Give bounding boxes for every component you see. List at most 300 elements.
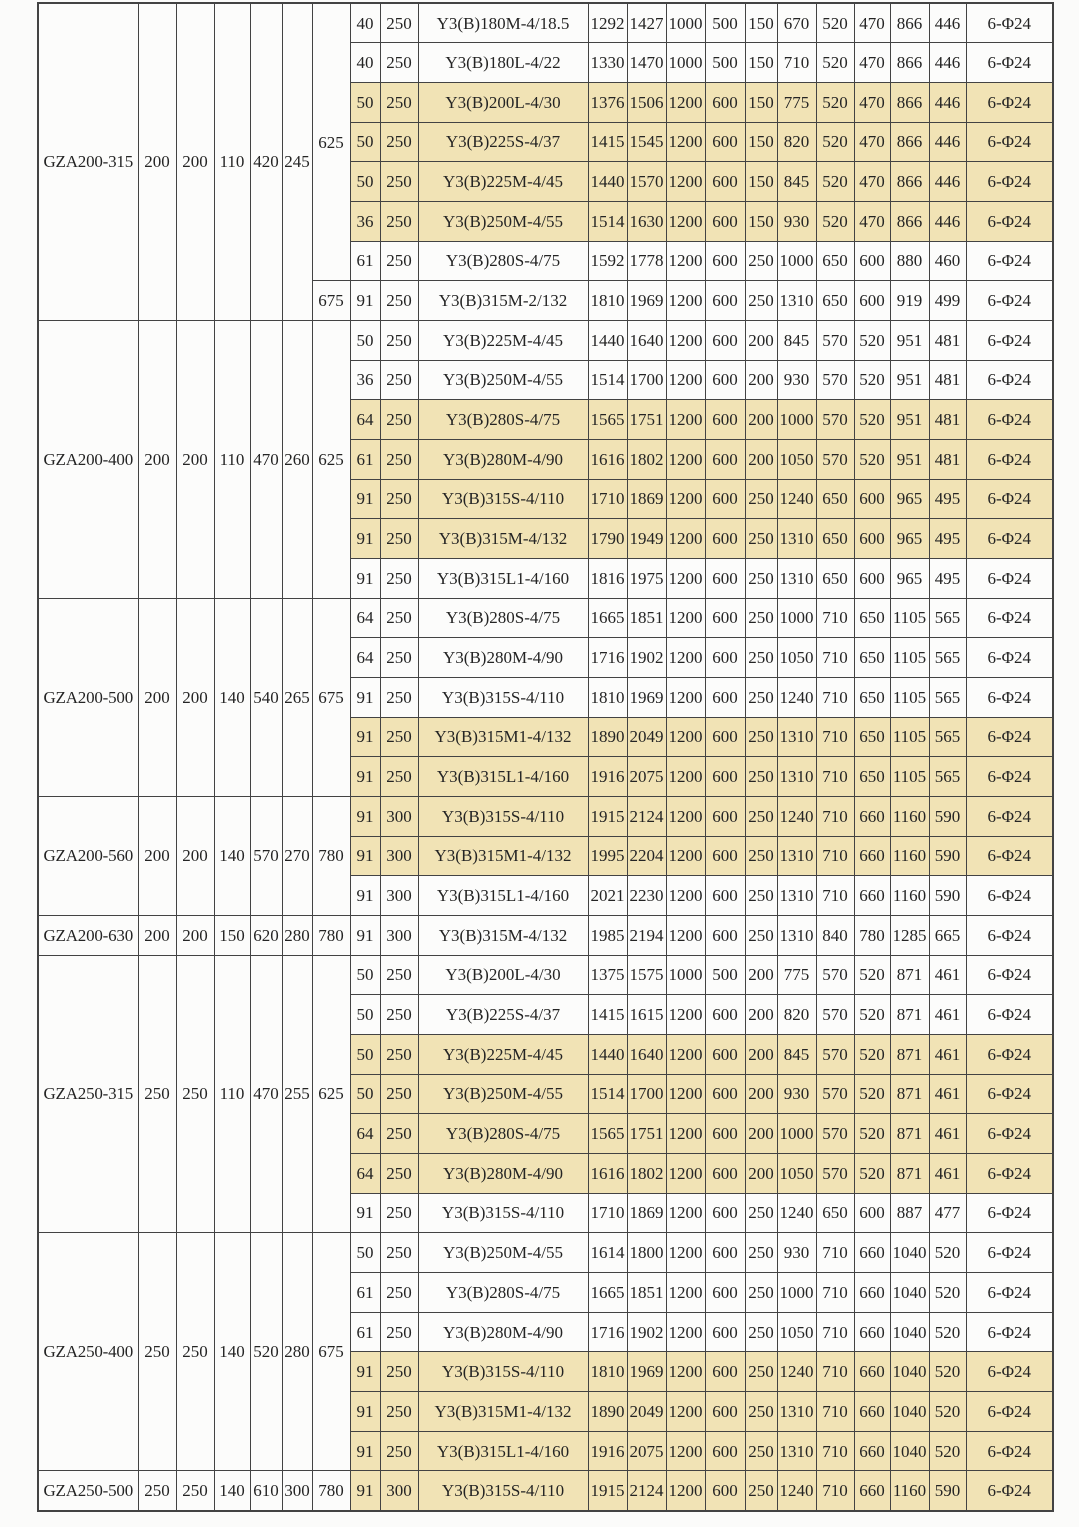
value-cell: 570 — [816, 1114, 854, 1154]
value-cell: 1040 — [890, 1431, 929, 1471]
value-cell: 710 — [777, 43, 816, 83]
value-cell: 710 — [816, 598, 854, 638]
value-cell: 710 — [816, 638, 854, 678]
value-cell: 2075 — [627, 757, 666, 797]
value-cell: 600 — [705, 558, 745, 598]
value-cell: 250 — [745, 519, 777, 559]
value-cell: 250 — [380, 1312, 418, 1352]
dim-cell: 300 — [282, 1471, 312, 1511]
value-cell: 50 — [350, 82, 380, 122]
value-cell: 250 — [745, 677, 777, 717]
value-cell: 1700 — [627, 1074, 666, 1114]
bolt-spec-cell: 6-Φ24 — [966, 479, 1053, 519]
value-cell: 1200 — [666, 1312, 705, 1352]
value-cell: 710 — [816, 1392, 854, 1432]
value-cell: 600 — [705, 757, 745, 797]
value-cell: 250 — [745, 598, 777, 638]
motor-model-cell: Y3(B)250M-4/55 — [418, 360, 588, 400]
value-cell: 520 — [854, 439, 890, 479]
motor-model-cell: Y3(B)180M-4/18.5 — [418, 3, 588, 43]
height-cell: 675 — [312, 1233, 350, 1471]
value-cell: 1440 — [588, 162, 627, 202]
value-cell: 250 — [380, 955, 418, 995]
value-cell: 250 — [380, 1233, 418, 1273]
value-cell: 520 — [816, 162, 854, 202]
value-cell: 2049 — [627, 1392, 666, 1432]
value-cell: 1310 — [777, 1392, 816, 1432]
value-cell: 1000 — [777, 1273, 816, 1313]
value-cell: 1200 — [666, 400, 705, 440]
value-cell: 520 — [854, 1074, 890, 1114]
value-cell: 1810 — [588, 1352, 627, 1392]
value-cell: 150 — [745, 201, 777, 241]
value-cell: 250 — [745, 1471, 777, 1511]
dim-cell: 245 — [282, 3, 312, 320]
value-cell: 200 — [745, 439, 777, 479]
value-cell: 600 — [705, 281, 745, 321]
value-cell: 600 — [705, 360, 745, 400]
value-cell: 520 — [816, 3, 854, 43]
value-cell: 250 — [380, 995, 418, 1035]
value-cell: 600 — [705, 677, 745, 717]
value-cell: 1440 — [588, 320, 627, 360]
value-cell: 710 — [816, 796, 854, 836]
value-cell: 500 — [705, 43, 745, 83]
value-cell: 1200 — [666, 677, 705, 717]
value-cell: 1105 — [890, 757, 929, 797]
value-cell: 570 — [816, 995, 854, 1035]
motor-model-cell: Y3(B)225S-4/37 — [418, 122, 588, 162]
value-cell: 250 — [745, 1392, 777, 1432]
value-cell: 91 — [350, 1431, 380, 1471]
motor-model-cell: Y3(B)315L1-4/160 — [418, 558, 588, 598]
value-cell: 1200 — [666, 1352, 705, 1392]
value-cell: 820 — [777, 122, 816, 162]
value-cell: 250 — [380, 1114, 418, 1154]
bolt-spec-cell: 6-Φ24 — [966, 201, 1053, 241]
value-cell: 1040 — [890, 1352, 929, 1392]
value-cell: 64 — [350, 1114, 380, 1154]
value-cell: 1050 — [777, 1153, 816, 1193]
bolt-spec-cell: 6-Φ24 — [966, 1153, 1053, 1193]
motor-model-cell: Y3(B)280S-4/75 — [418, 1114, 588, 1154]
value-cell: 36 — [350, 360, 380, 400]
value-cell: 200 — [745, 1074, 777, 1114]
value-cell: 470 — [854, 43, 890, 83]
bolt-spec-cell: 6-Φ24 — [966, 1034, 1053, 1074]
model-cell: GZA200-630 — [38, 915, 138, 955]
bolt-spec-cell: 6-Φ24 — [966, 320, 1053, 360]
model-cell: GZA250-500 — [38, 1471, 138, 1511]
value-cell: 250 — [745, 1352, 777, 1392]
value-cell: 1310 — [777, 1431, 816, 1471]
value-cell: 520 — [929, 1273, 966, 1313]
value-cell: 1376 — [588, 82, 627, 122]
value-cell: 600 — [705, 1392, 745, 1432]
value-cell: 1470 — [627, 43, 666, 83]
value-cell: 470 — [854, 82, 890, 122]
value-cell: 660 — [854, 876, 890, 916]
value-cell: 600 — [854, 241, 890, 281]
value-cell: 1630 — [627, 201, 666, 241]
motor-model-cell: Y3(B)280M-4/90 — [418, 1312, 588, 1352]
value-cell: 1310 — [777, 915, 816, 955]
value-cell: 951 — [890, 360, 929, 400]
value-cell: 710 — [816, 1431, 854, 1471]
value-cell: 250 — [745, 241, 777, 281]
value-cell: 250 — [380, 1034, 418, 1074]
value-cell: 710 — [816, 836, 854, 876]
value-cell: 1240 — [777, 479, 816, 519]
value-cell: 250 — [380, 201, 418, 241]
value-cell: 50 — [350, 1034, 380, 1074]
value-cell: 660 — [854, 1392, 890, 1432]
bolt-spec-cell: 6-Φ24 — [966, 43, 1053, 83]
value-cell: 250 — [380, 1392, 418, 1432]
value-cell: 1200 — [666, 1034, 705, 1074]
dim-cell: 610 — [250, 1471, 282, 1511]
value-cell: 250 — [745, 638, 777, 678]
value-cell: 64 — [350, 400, 380, 440]
value-cell: 930 — [777, 201, 816, 241]
value-cell: 477 — [929, 1193, 966, 1233]
value-cell: 887 — [890, 1193, 929, 1233]
value-cell: 565 — [929, 598, 966, 638]
value-cell: 866 — [890, 201, 929, 241]
value-cell: 650 — [816, 558, 854, 598]
value-cell: 871 — [890, 1074, 929, 1114]
value-cell: 1565 — [588, 400, 627, 440]
value-cell: 600 — [705, 439, 745, 479]
value-cell: 50 — [350, 162, 380, 202]
value-cell: 1665 — [588, 598, 627, 638]
value-cell: 250 — [380, 320, 418, 360]
value-cell: 150 — [745, 3, 777, 43]
value-cell: 1285 — [890, 915, 929, 955]
value-cell: 840 — [816, 915, 854, 955]
value-cell: 1427 — [627, 3, 666, 43]
value-cell: 600 — [854, 1193, 890, 1233]
dim-cell: 280 — [282, 915, 312, 955]
value-cell: 150 — [745, 82, 777, 122]
dim-cell: 200 — [138, 3, 176, 320]
value-cell: 1200 — [666, 519, 705, 559]
value-cell: 446 — [929, 82, 966, 122]
value-cell: 495 — [929, 558, 966, 598]
value-cell: 50 — [350, 122, 380, 162]
value-cell: 600 — [705, 1273, 745, 1313]
value-cell: 650 — [816, 281, 854, 321]
bolt-spec-cell: 6-Φ24 — [966, 1233, 1053, 1273]
value-cell: 1200 — [666, 122, 705, 162]
value-cell: 650 — [854, 598, 890, 638]
spec-table-body — [38, 3, 1053, 1511]
value-cell: 64 — [350, 1153, 380, 1193]
value-cell: 650 — [816, 479, 854, 519]
dim-cell: 150 — [214, 915, 250, 955]
dim-cell: 200 — [176, 3, 214, 320]
value-cell: 600 — [705, 320, 745, 360]
value-cell: 495 — [929, 519, 966, 559]
value-cell: 200 — [745, 1114, 777, 1154]
value-cell: 1105 — [890, 717, 929, 757]
value-cell: 866 — [890, 122, 929, 162]
dim-cell: 570 — [250, 796, 282, 915]
bolt-spec-cell: 6-Φ24 — [966, 1471, 1053, 1511]
value-cell: 1802 — [627, 439, 666, 479]
motor-model-cell: Y3(B)280S-4/75 — [418, 400, 588, 440]
value-cell: 600 — [705, 122, 745, 162]
value-cell: 500 — [705, 955, 745, 995]
value-cell: 1802 — [627, 1153, 666, 1193]
motor-model-cell: Y3(B)280M-4/90 — [418, 638, 588, 678]
motor-model-cell: Y3(B)280M-4/90 — [418, 439, 588, 479]
value-cell: 250 — [745, 1431, 777, 1471]
value-cell: 520 — [816, 82, 854, 122]
value-cell: 250 — [380, 360, 418, 400]
value-cell: 1915 — [588, 796, 627, 836]
value-cell: 1105 — [890, 638, 929, 678]
value-cell: 570 — [816, 400, 854, 440]
value-cell: 1200 — [666, 1431, 705, 1471]
value-cell: 1514 — [588, 201, 627, 241]
model-cell: GZA250-400 — [38, 1233, 138, 1471]
value-cell: 600 — [705, 1074, 745, 1114]
value-cell: 1514 — [588, 360, 627, 400]
value-cell: 670 — [777, 3, 816, 43]
value-cell: 600 — [705, 598, 745, 638]
value-cell: 570 — [816, 1034, 854, 1074]
value-cell: 1050 — [777, 1312, 816, 1352]
value-cell: 250 — [380, 3, 418, 43]
value-cell: 1816 — [588, 558, 627, 598]
value-cell: 1240 — [777, 1193, 816, 1233]
value-cell: 250 — [745, 1312, 777, 1352]
model-cell: GZA200-315 — [38, 3, 138, 320]
value-cell: 1545 — [627, 122, 666, 162]
value-cell: 600 — [705, 1153, 745, 1193]
value-cell: 250 — [745, 717, 777, 757]
value-cell: 1975 — [627, 558, 666, 598]
value-cell: 600 — [705, 201, 745, 241]
value-cell: 1200 — [666, 479, 705, 519]
value-cell: 520 — [929, 1312, 966, 1352]
bolt-spec-cell: 6-Φ24 — [966, 638, 1053, 678]
value-cell: 1240 — [777, 1352, 816, 1392]
value-cell: 1200 — [666, 320, 705, 360]
value-cell: 660 — [854, 1431, 890, 1471]
value-cell: 461 — [929, 955, 966, 995]
value-cell: 866 — [890, 162, 929, 202]
value-cell: 710 — [816, 1233, 854, 1273]
value-cell: 1200 — [666, 717, 705, 757]
value-cell: 590 — [929, 1471, 966, 1511]
value-cell: 600 — [705, 717, 745, 757]
value-cell: 250 — [380, 558, 418, 598]
value-cell: 250 — [380, 122, 418, 162]
bolt-spec-cell: 6-Φ24 — [966, 757, 1053, 797]
value-cell: 520 — [929, 1431, 966, 1471]
table-row — [38, 1233, 1053, 1273]
model-cell: GZA200-500 — [38, 598, 138, 796]
value-cell: 1869 — [627, 479, 666, 519]
value-cell: 1969 — [627, 1352, 666, 1392]
value-cell: 50 — [350, 320, 380, 360]
value-cell: 50 — [350, 955, 380, 995]
value-cell: 91 — [350, 915, 380, 955]
bolt-spec-cell: 6-Φ24 — [966, 1114, 1053, 1154]
motor-model-cell: Y3(B)315M1-4/132 — [418, 1392, 588, 1432]
value-cell: 780 — [854, 915, 890, 955]
value-cell: 91 — [350, 281, 380, 321]
value-cell: 600 — [705, 1114, 745, 1154]
motor-model-cell: Y3(B)200L-4/30 — [418, 955, 588, 995]
value-cell: 600 — [854, 281, 890, 321]
value-cell: 446 — [929, 162, 966, 202]
dim-cell: 540 — [250, 598, 282, 796]
value-cell: 1200 — [666, 638, 705, 678]
value-cell: 61 — [350, 241, 380, 281]
value-cell: 1800 — [627, 1233, 666, 1273]
value-cell: 600 — [705, 1034, 745, 1074]
bolt-spec-cell: 6-Φ24 — [966, 162, 1053, 202]
value-cell: 665 — [929, 915, 966, 955]
bolt-spec-cell: 6-Φ24 — [966, 1352, 1053, 1392]
bolt-spec-cell: 6-Φ24 — [966, 519, 1053, 559]
value-cell: 91 — [350, 796, 380, 836]
value-cell: 91 — [350, 677, 380, 717]
bolt-spec-cell: 6-Φ24 — [966, 122, 1053, 162]
value-cell: 660 — [854, 836, 890, 876]
value-cell: 1616 — [588, 439, 627, 479]
dim-cell: 250 — [176, 1233, 214, 1471]
value-cell: 965 — [890, 558, 929, 598]
value-cell: 951 — [890, 320, 929, 360]
height-cell: 675 — [312, 598, 350, 796]
dim-cell: 110 — [214, 320, 250, 598]
value-cell: 461 — [929, 1153, 966, 1193]
dim-cell: 250 — [138, 955, 176, 1233]
value-cell: 1200 — [666, 796, 705, 836]
value-cell: 500 — [705, 3, 745, 43]
value-cell: 1851 — [627, 1273, 666, 1313]
value-cell: 565 — [929, 638, 966, 678]
value-cell: 470 — [854, 122, 890, 162]
value-cell: 250 — [745, 757, 777, 797]
value-cell: 36 — [350, 201, 380, 241]
table-row — [38, 1471, 1053, 1511]
dim-cell: 250 — [176, 955, 214, 1233]
value-cell: 565 — [929, 677, 966, 717]
value-cell: 200 — [745, 320, 777, 360]
value-cell: 1330 — [588, 43, 627, 83]
value-cell: 660 — [854, 1312, 890, 1352]
value-cell: 1200 — [666, 836, 705, 876]
bolt-spec-cell: 6-Φ24 — [966, 400, 1053, 440]
value-cell: 1200 — [666, 876, 705, 916]
value-cell: 300 — [380, 915, 418, 955]
value-cell: 600 — [705, 82, 745, 122]
bolt-spec-cell: 6-Φ24 — [966, 1074, 1053, 1114]
value-cell: 1310 — [777, 519, 816, 559]
bolt-spec-cell: 6-Φ24 — [966, 558, 1053, 598]
value-cell: 250 — [745, 1233, 777, 1273]
value-cell: 570 — [816, 320, 854, 360]
motor-model-cell: Y3(B)315M-2/132 — [418, 281, 588, 321]
height-cell: 780 — [312, 1471, 350, 1511]
value-cell: 1949 — [627, 519, 666, 559]
value-cell: 1240 — [777, 677, 816, 717]
value-cell: 1751 — [627, 1114, 666, 1154]
value-cell: 91 — [350, 757, 380, 797]
value-cell: 1710 — [588, 1193, 627, 1233]
value-cell: 866 — [890, 82, 929, 122]
value-cell: 91 — [350, 1471, 380, 1511]
bolt-spec-cell: 6-Φ24 — [966, 439, 1053, 479]
dim-cell: 200 — [176, 320, 214, 598]
value-cell: 250 — [745, 1273, 777, 1313]
value-cell: 1200 — [666, 281, 705, 321]
motor-model-cell: Y3(B)315S-4/110 — [418, 677, 588, 717]
dim-cell: 200 — [138, 598, 176, 796]
value-cell: 1778 — [627, 241, 666, 281]
value-cell: 250 — [745, 836, 777, 876]
value-cell: 600 — [705, 995, 745, 1035]
value-cell: 250 — [745, 558, 777, 598]
value-cell: 250 — [745, 796, 777, 836]
value-cell: 1050 — [777, 439, 816, 479]
value-cell: 710 — [816, 876, 854, 916]
value-cell: 250 — [380, 1193, 418, 1233]
value-cell: 1310 — [777, 717, 816, 757]
value-cell: 650 — [854, 717, 890, 757]
value-cell: 495 — [929, 479, 966, 519]
motor-model-cell: Y3(B)280S-4/75 — [418, 598, 588, 638]
value-cell: 1200 — [666, 757, 705, 797]
value-cell: 520 — [854, 360, 890, 400]
value-cell: 570 — [816, 360, 854, 400]
dim-cell: 620 — [250, 915, 282, 955]
value-cell: 250 — [380, 638, 418, 678]
value-cell: 1716 — [588, 638, 627, 678]
value-cell: 1916 — [588, 1431, 627, 1471]
motor-model-cell: Y3(B)315S-4/110 — [418, 1352, 588, 1392]
value-cell: 650 — [816, 241, 854, 281]
value-cell: 520 — [816, 201, 854, 241]
model-cell: GZA250-315 — [38, 955, 138, 1233]
bolt-spec-cell: 6-Φ24 — [966, 717, 1053, 757]
value-cell: 775 — [777, 955, 816, 995]
value-cell: 250 — [380, 241, 418, 281]
value-cell: 1000 — [777, 598, 816, 638]
value-cell: 64 — [350, 638, 380, 678]
value-cell: 600 — [854, 479, 890, 519]
value-cell: 1810 — [588, 677, 627, 717]
value-cell: 250 — [745, 281, 777, 321]
value-cell: 775 — [777, 82, 816, 122]
dim-cell: 140 — [214, 1233, 250, 1471]
value-cell: 600 — [705, 1471, 745, 1511]
value-cell: 91 — [350, 519, 380, 559]
value-cell: 1415 — [588, 995, 627, 1035]
value-cell: 461 — [929, 1074, 966, 1114]
bolt-spec-cell: 6-Φ24 — [966, 677, 1053, 717]
value-cell: 590 — [929, 876, 966, 916]
value-cell: 1915 — [588, 1471, 627, 1511]
value-cell: 250 — [745, 876, 777, 916]
value-cell: 1200 — [666, 241, 705, 281]
value-cell: 250 — [380, 439, 418, 479]
